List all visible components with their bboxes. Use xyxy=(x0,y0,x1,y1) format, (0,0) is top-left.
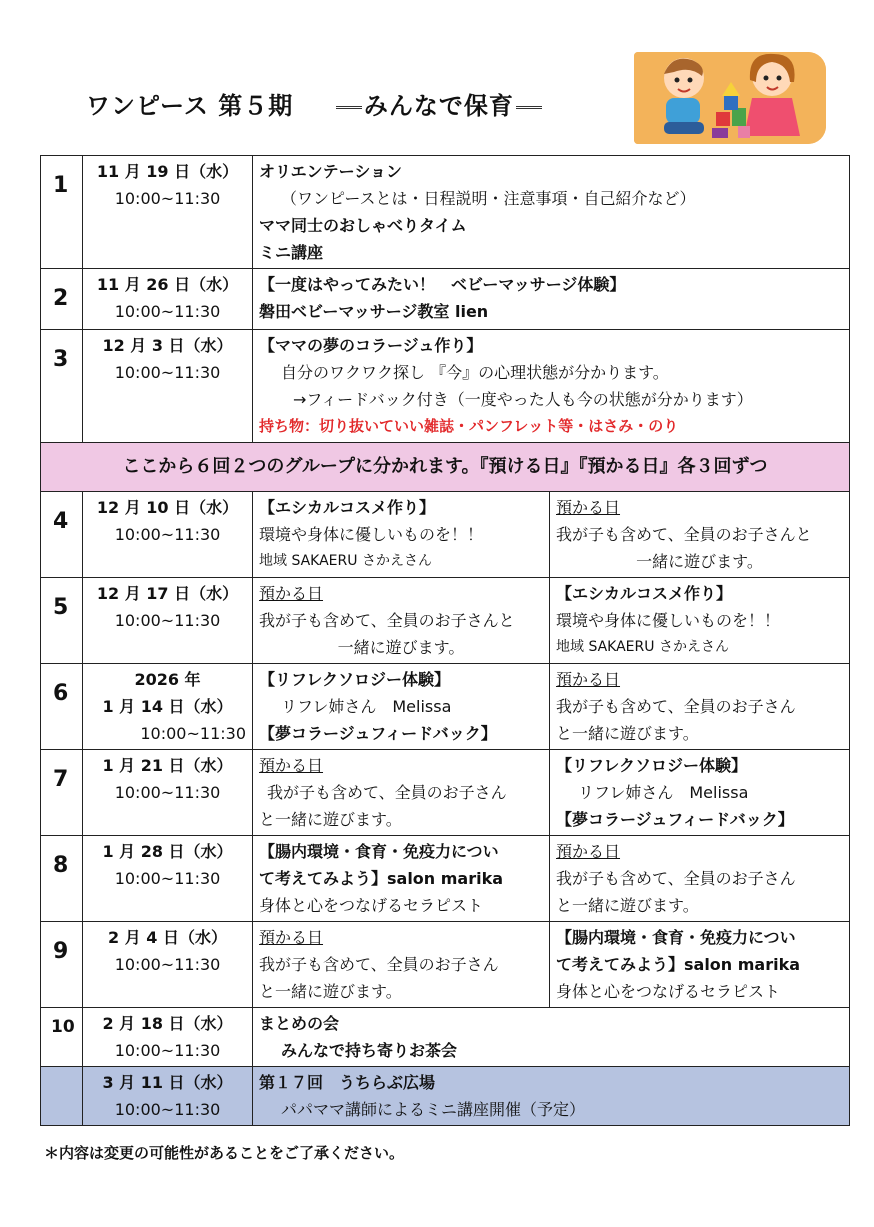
content-line: 【夢コラージュフィードバック】 xyxy=(259,724,497,743)
content-line: 我が子も含めて、全員のお子さん xyxy=(267,783,507,802)
content-line: と一緒に遊びます。 xyxy=(259,810,402,829)
table-row xyxy=(41,578,850,664)
session-date-cell xyxy=(83,492,253,578)
session-content xyxy=(253,1008,850,1067)
content-line: 環境や身体に優しいものを！！ xyxy=(259,525,484,544)
content-line: 預かる日 xyxy=(259,584,324,603)
table-row xyxy=(41,750,850,836)
session-time: 10:00~11:30 xyxy=(114,1041,221,1060)
group-b-content xyxy=(550,750,850,836)
content-line: 預かる日 xyxy=(556,842,621,861)
table-row xyxy=(41,836,850,922)
table-row xyxy=(41,922,850,1008)
belongings-note: 持ち物：切り抜いていい雑誌・パンフレット等・はさみ・のり xyxy=(259,417,679,435)
session-number: 10 xyxy=(41,1008,83,1067)
title-main: ワンピース 第５期 xyxy=(86,92,294,120)
session-time: 10:00~11:30 xyxy=(114,955,221,974)
content-line: オリエンテーション xyxy=(259,162,403,181)
content-line: と一緒に遊びます。 xyxy=(556,896,699,915)
session-date-cell xyxy=(83,750,253,836)
group-b-content xyxy=(550,492,850,578)
content-line: 【ママの夢のコラージュ作り】 xyxy=(259,336,483,355)
table-row xyxy=(41,269,850,330)
session-number: 4 xyxy=(41,492,83,578)
session-date-cell xyxy=(83,330,253,443)
content-line: て考えてみよう】salon marika xyxy=(259,869,504,888)
session-number: 6 xyxy=(41,664,83,750)
children-illustration xyxy=(634,52,826,144)
session-date: 1 月 28 日（水） xyxy=(102,842,233,861)
group-a-content xyxy=(253,492,550,578)
table-row xyxy=(41,330,850,443)
session-date-cell xyxy=(83,836,253,922)
session-date: 3 月 11 日（水） xyxy=(102,1073,233,1092)
session-time: 10:00~11:30 xyxy=(114,525,221,544)
content-line: と一緒に遊びます。 xyxy=(259,982,402,1001)
children-playing-blocks-icon xyxy=(634,52,826,144)
content-line: →フィードバック付き（一度やった人も今の状態が分かります） xyxy=(293,390,753,409)
session-time: 10:00~11:30 xyxy=(114,302,221,321)
content-line: （ワンピースとは・日程説明・注意事項・自己紹介など） xyxy=(281,189,696,208)
session-number: 3 xyxy=(41,330,83,443)
group-b-content xyxy=(550,922,850,1008)
content-line: と一緒に遊びます。 xyxy=(556,724,699,743)
session-date-cell xyxy=(83,156,253,269)
session-date: 12 月 10 日（水） xyxy=(96,498,239,517)
table-row-highlight xyxy=(41,1067,850,1126)
session-date-cell xyxy=(83,1008,253,1067)
schedule-table xyxy=(40,155,850,1126)
content-line: パパママ講師によるミニ講座開催（予定） xyxy=(281,1100,586,1119)
session-time: 10:00~11:30 xyxy=(114,1100,221,1119)
content-line: 我が子も含めて、全員のお子さん xyxy=(556,697,796,716)
group-b-content xyxy=(550,578,850,664)
session-date-cell xyxy=(83,664,253,750)
session-content xyxy=(253,269,850,330)
session-number: 8 xyxy=(41,836,83,922)
session-number-empty xyxy=(41,1067,83,1126)
session-date: 12 月 3 日（水） xyxy=(102,336,233,355)
session-date: 2 月 4 日（水） xyxy=(108,928,227,947)
session-number: 7 xyxy=(41,750,83,836)
session-time: 10:00~11:30 xyxy=(114,363,221,382)
session-time: 10:00~11:30 xyxy=(114,611,221,630)
title-dash-right xyxy=(516,106,542,109)
session-number: 1 xyxy=(41,156,83,269)
table-row xyxy=(41,664,850,750)
content-line: 【一度はやってみたい！ ベビーマッサージ体験】 xyxy=(259,275,626,294)
group-b-content xyxy=(550,664,850,750)
title-sub: みんなで保育 xyxy=(363,92,514,120)
session-date-cell xyxy=(83,578,253,664)
content-line: 地域 SAKAERU さかえさん xyxy=(259,553,432,569)
group-a-content xyxy=(253,750,550,836)
session-date: 2 月 18 日（水） xyxy=(102,1014,233,1033)
session-number: 2 xyxy=(41,269,83,330)
content-line: 預かる日 xyxy=(556,670,621,689)
content-line: 我が子も含めて、全員のお子さん xyxy=(556,869,796,888)
content-line: 【腸内環境・食育・免疫力につい xyxy=(556,928,796,947)
content-line: 【夢コラージュフィードバック】 xyxy=(556,810,794,829)
session-date-cell xyxy=(83,922,253,1008)
page-title xyxy=(86,86,544,121)
group-a-content xyxy=(253,836,550,922)
session-content xyxy=(253,156,850,269)
title-dash-left xyxy=(336,106,362,109)
content-line: 我が子も含めて、全員のお子さん xyxy=(259,955,499,974)
session-date: 12 月 17 日（水） xyxy=(96,584,239,603)
content-line: 第１７回 うちらぶ広場 xyxy=(259,1073,436,1092)
content-line: 【腸内環境・食育・免疫力につい xyxy=(259,842,499,861)
table-row xyxy=(41,1008,850,1067)
content-line: 我が子も含めて、全員のお子さんと xyxy=(259,611,515,630)
content-line: 預かる日 xyxy=(556,498,621,517)
session-date: 11 月 26 日（水） xyxy=(96,275,239,294)
session-date: 1 月 14 日（水） xyxy=(102,697,233,716)
content-line: 【エシカルコスメ作り】 xyxy=(259,498,436,517)
content-line: 一緒に遊びます。 xyxy=(636,552,763,571)
table-row xyxy=(41,492,850,578)
content-line: 身体と心をつなげるセラピスト xyxy=(556,982,781,1001)
session-number: 9 xyxy=(41,922,83,1008)
content-line: まとめの会 xyxy=(259,1014,340,1033)
group-b-content xyxy=(550,836,850,922)
session-date: 11 月 19 日（水） xyxy=(96,162,239,181)
table-row xyxy=(41,156,850,269)
group-a-content xyxy=(253,664,550,750)
footer-note: ＊内容は変更の可能性があることをご了承ください。 xyxy=(44,1144,405,1162)
session-time: 10:00~11:30 xyxy=(140,724,246,743)
content-line: 預かる日 xyxy=(259,756,324,775)
content-line: 磐田ベビーマッサージ教室 lien xyxy=(259,302,489,321)
session-content xyxy=(253,330,850,443)
content-line: リフレ姉さん Melissa xyxy=(281,697,452,716)
content-line: て考えてみよう】salon marika xyxy=(556,955,801,974)
content-line: ミニ講座 xyxy=(259,243,324,262)
content-line: 地域 SAKAERU さかえさん xyxy=(556,639,729,655)
session-year: 2026 年 xyxy=(134,670,201,689)
group-divider-row xyxy=(41,443,850,492)
content-line: 我が子も含めて、全員のお子さんと xyxy=(556,525,812,544)
session-time: 10:00~11:30 xyxy=(114,869,221,888)
session-time: 10:00~11:30 xyxy=(114,783,221,802)
content-line: 【リフレクソロジー体験】 xyxy=(259,670,451,689)
content-line: 身体と心をつなげるセラピスト xyxy=(259,896,484,915)
session-date-cell xyxy=(83,1067,253,1126)
content-line: 一緒に遊びます。 xyxy=(337,638,465,657)
content-line: 自分のワクワク探し 『今』の心理状態が分かります。 xyxy=(281,363,669,382)
group-divider-text: ここから６回２つのグループに分かれます。『預ける日』『預かる日』各３回ずつ xyxy=(41,443,850,492)
session-time: 10:00~11:30 xyxy=(114,189,221,208)
content-line: 預かる日 xyxy=(259,928,324,947)
group-a-content xyxy=(253,922,550,1008)
content-line: リフレ姉さん Melissa xyxy=(578,783,749,802)
session-date-cell xyxy=(83,269,253,330)
content-line: みんなで持ち寄りお茶会 xyxy=(281,1041,458,1060)
content-line: 【リフレクソロジー体験】 xyxy=(556,756,748,775)
session-date: 1 月 21 日（水） xyxy=(102,756,233,775)
content-line: 【エシカルコスメ作り】 xyxy=(556,584,733,603)
content-line: ママ同士のおしゃべりタイム xyxy=(259,216,467,235)
group-a-content xyxy=(253,578,550,664)
content-line: 環境や身体に優しいものを！！ xyxy=(556,611,781,630)
session-number: 5 xyxy=(41,578,83,664)
session-content xyxy=(253,1067,850,1126)
